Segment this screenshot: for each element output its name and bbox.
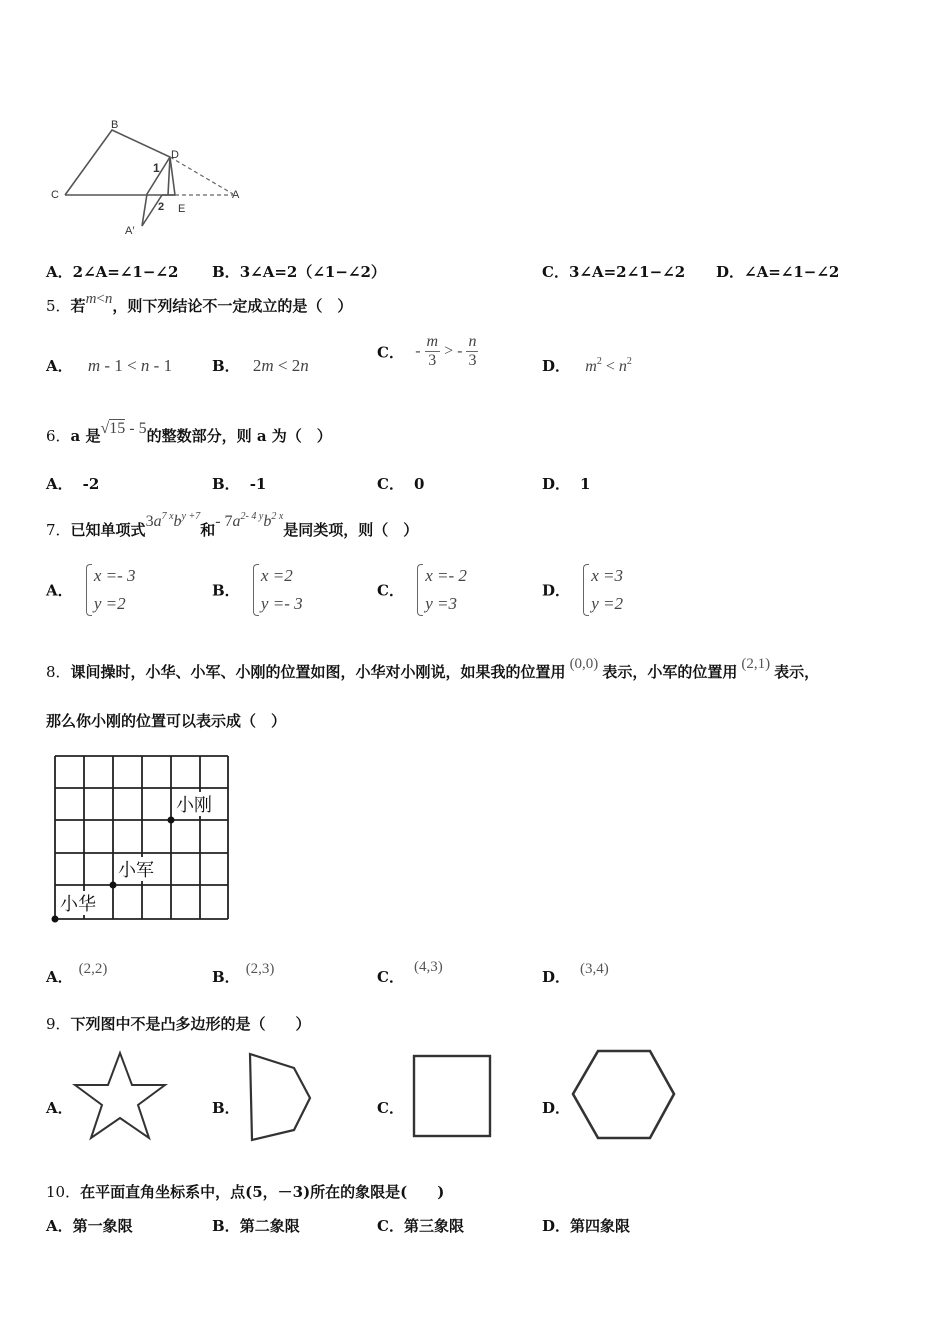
q8-option-c[interactable]: C．(4,3) bbox=[377, 959, 443, 986]
label-a-prime: A′ bbox=[125, 225, 135, 237]
q4-triangle-figure bbox=[40, 112, 260, 242]
q9-option-d-label[interactable]: D． bbox=[542, 1099, 571, 1117]
q10-option-d[interactable]: D．第四象限 bbox=[542, 1217, 631, 1235]
q7-option-a[interactable]: A． x =- 3 y =2 bbox=[46, 562, 136, 618]
star-shape-icon[interactable] bbox=[72, 1048, 170, 1143]
q8-option-a[interactable]: A． (2,2) bbox=[46, 961, 108, 986]
q10-option-a[interactable]: A．第一象限 bbox=[46, 1217, 133, 1235]
q5-option-d[interactable]: D． $m^2 < n^2$ bbox=[542, 356, 632, 375]
q8-stem-line1: 8．课间操时，小华、小军、小刚的位置如图，小华对小刚说，如果我的位置用 (0,0) 表示，小军的位置用 (2,1) 表示， bbox=[46, 656, 820, 681]
xiaohua-dot bbox=[52, 916, 59, 923]
q5-option-b[interactable]: B． 2m < 2n bbox=[212, 356, 309, 375]
label-c: C bbox=[51, 189, 59, 201]
q6-option-a[interactable]: A． -2 bbox=[46, 475, 100, 493]
q10-stem: 10．在平面直角坐标系中，点(5，－3)所在的象限是( ) bbox=[46, 1183, 445, 1201]
label-xiaohua: 小华 bbox=[60, 894, 96, 915]
q9-stem: 9．下列图中不是凸多边形的是（ ） bbox=[46, 1015, 311, 1033]
label-angle-2: 2 bbox=[158, 201, 165, 213]
xiaojun-dot bbox=[110, 882, 117, 889]
option-text: 2∠A=∠1−∠2 bbox=[72, 263, 179, 281]
q6-option-d[interactable]: D． 1 bbox=[542, 475, 591, 493]
q4-option-b[interactable]: B．3∠A=2（∠1−∠2） bbox=[212, 263, 386, 281]
q4-option-c[interactable]: C．3∠A=2∠1−∠2 bbox=[542, 263, 686, 281]
label-angle-1: 1 bbox=[153, 161, 160, 175]
option-text: 3∠A=2（∠1−∠2） bbox=[239, 263, 386, 281]
q6-option-b[interactable]: B． -1 bbox=[212, 475, 267, 493]
q5-option-c[interactable]: C． - $\frac{m}{3}$ > - $\frac{n}{3}$ bbox=[377, 333, 477, 369]
q6-option-c[interactable]: C． 0 bbox=[377, 475, 425, 493]
q8-option-b[interactable]: B． (2,3) bbox=[212, 961, 275, 986]
q7-option-b[interactable]: B． x =2 y =- 3 bbox=[212, 562, 303, 618]
hexagon-shape-icon[interactable] bbox=[568, 1046, 680, 1144]
option-text: ∠A=∠1−∠2 bbox=[744, 263, 840, 281]
xiaogang-dot bbox=[168, 817, 175, 824]
q8-option-d[interactable]: D． (3,4) bbox=[542, 961, 609, 986]
label-e: E bbox=[178, 203, 186, 215]
q5-stem: 5．若m<n，则下列结论不一定成立的是（ ） bbox=[46, 291, 353, 315]
label-xiaojun: 小军 bbox=[118, 860, 154, 881]
option-text: 3∠A=2∠1−∠2 bbox=[568, 263, 686, 281]
q6-stem: 6．a 是√15 - 5的整数部分，则 a 为（ ） bbox=[46, 420, 332, 445]
q5-option-a[interactable]: A． m - 1 < n - 1 bbox=[46, 356, 173, 375]
label-b: B bbox=[111, 119, 119, 131]
square-shape-icon[interactable] bbox=[408, 1050, 498, 1142]
q4-option-a[interactable]: A．2∠A=∠1−∠2 bbox=[46, 263, 179, 281]
label-xiaogang: 小刚 bbox=[176, 795, 212, 816]
label-d: D bbox=[171, 149, 179, 161]
q10-option-c[interactable]: C．第三象限 bbox=[377, 1217, 464, 1235]
q9-option-b-label[interactable]: B． bbox=[212, 1099, 240, 1117]
q9-option-a-label[interactable]: A． bbox=[46, 1099, 73, 1117]
q8-position-grid bbox=[50, 752, 235, 927]
q4-option-d[interactable]: D．∠A=∠1−∠2 bbox=[716, 263, 840, 281]
q9-option-c-label[interactable]: C． bbox=[377, 1099, 404, 1117]
q7-option-c[interactable]: C． x =- 2 y =3 bbox=[377, 562, 467, 618]
q8-stem-line2: 那么你小刚的位置可以表示成（ ） bbox=[46, 712, 287, 730]
q10-option-b[interactable]: B．第二象限 bbox=[212, 1217, 300, 1235]
q7-option-d[interactable]: D． x =3 y =2 bbox=[542, 562, 623, 618]
label-a: A bbox=[232, 189, 240, 201]
pentagon-shape-icon[interactable] bbox=[244, 1050, 316, 1145]
q7-stem: 7．已知单项式$3a^{7 x}b^{y +7}$和- $7a^{2- 4 y}b^{2 x}$是同类项，则（ ） bbox=[46, 511, 419, 539]
